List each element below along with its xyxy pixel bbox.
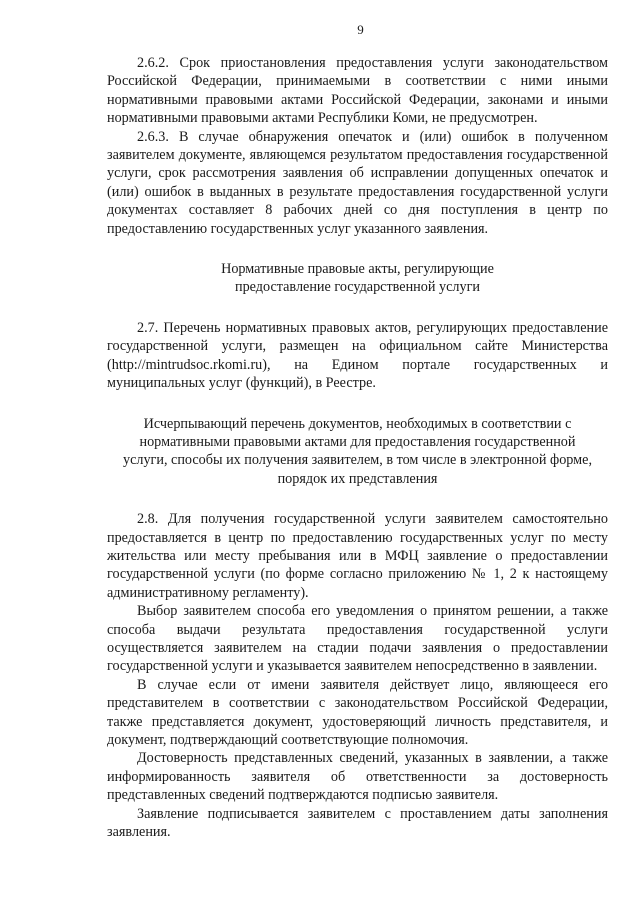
page-number: 9 <box>357 22 364 37</box>
heading-line: Нормативные правовые акты, регулирующие <box>221 261 494 278</box>
paragraph-notification-choice: Выбор заявителем способа его уведомления о принятом решении, а также способа выдачи результата предоставления государственной услуги осуществляется заявителем на стадии подачи заявления о предоставлении государственной услуги и указывается заявителем непосредственно в заявлении. <box>107 603 608 675</box>
paragraph-2-8: 2.8. Для получения государственной услуги заявителем самостоятельно предоставляется в центр по предоставлению государственных услуг по месту жительства или месту пребывания или в МФЦ заявление о предоставлении государственной услуги (по форме согласно приложению № 1, 2 к настоящему административному регламенту). <box>107 511 608 601</box>
paragraph-signed: Заявление подписывается заявителем с проставлением даты заполнения заявления. <box>107 805 608 841</box>
heading-documents-list <box>107 415 608 489</box>
heading-line: услуги, способы их получения заявителем, в том числе в электронной форме, <box>122 452 593 469</box>
paragraph-2-7: 2.7. Перечень нормативных правовых актов, регулирующих предоставление государственной услуги, размещен на официальном сайте Министерства (http://mintrudsoc.rkomi.ru), на Едином портале государственных и муниципальных услуг (функций), в Реестре. <box>107 319 608 392</box>
heading-line: нормативными правовыми актами для предоставления государственной <box>139 433 576 450</box>
heading-normative-acts <box>107 260 608 297</box>
paragraph-reliability: Достоверность представленных сведений, указанных в заявлении, а также информированность заявителя об ответственности за достоверность представленных сведений подтверждаются подписью заявителя. <box>107 750 608 804</box>
paragraph-2-6-3: 2.6.3. В случае обнаружения опечаток и (или) ошибок в полученном заявителем документе, являющемся результатом предоставления государственной услуги, срок рассмотрения заявления об исправлении допущенных опечаток и (или) ошибок в выданных в результате предоставления государственной услуги документах составляет 8 рабочих дней со дня поступления в центр по предоставлению государственных услуг указанного заявления. <box>107 128 608 237</box>
heading-line: предоставление государственной услуги <box>235 279 480 296</box>
heading-line: Исчерпывающий перечень документов, необходимых в соответствии с <box>143 415 572 432</box>
paragraph-representative: В случае если от имени заявителя действует лицо, являющееся его представителем в соответствии с законодательством Российской Федерации, также представляется документ, удостоверяющий личность представителя, и документ, подтверждающий соответствующие полномочия. <box>107 676 608 748</box>
paragraph-2-6-2: 2.6.2. Срок приостановления предоставления услуги законодательством Российской Федерации, принимаемыми в соответствии с ними иными нормативными правовыми актами Российской Федерации, законами и иными нормативными правовыми актами Республики Коми, не предусмотрен. <box>107 55 608 127</box>
heading-line: порядок их представления <box>277 470 438 487</box>
